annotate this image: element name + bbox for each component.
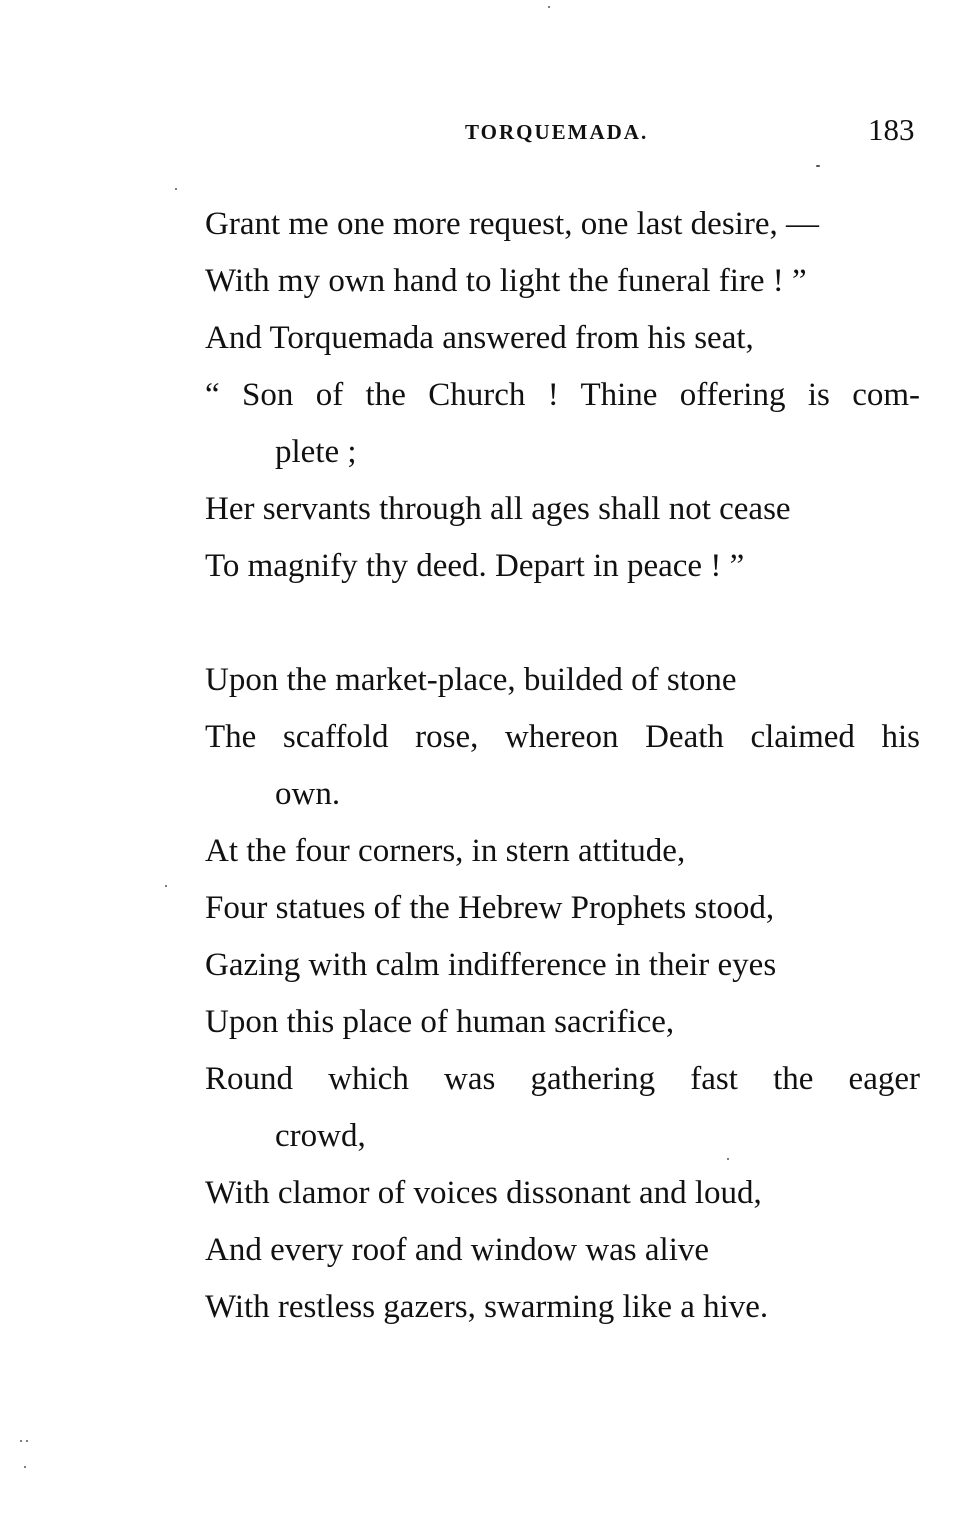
page-number: 183 <box>868 112 915 147</box>
poem-line: Upon this place of human sacrifice, <box>205 1004 675 1040</box>
scan-speck <box>548 6 550 8</box>
poem-line: Upon the market-place, builded of stone <box>205 662 737 698</box>
poem-line: Four statues of the Hebrew Prophets stood, <box>205 890 775 926</box>
poem-text <box>205 196 920 1336</box>
stanza <box>205 196 920 595</box>
poem-line: And Torquemada answered from his seat, <box>205 320 754 356</box>
poem-line: And every roof and window was alive <box>205 1232 710 1268</box>
poem-line-continuation: crowd, <box>275 1118 366 1154</box>
scan-speck <box>165 885 167 887</box>
poem-line-continuation: plete ; <box>275 434 357 470</box>
stanza-break <box>205 595 920 652</box>
scan-speck <box>26 1440 28 1442</box>
scan-speck <box>727 1158 729 1160</box>
poem-line: With restless gazers, swarming like a hive. <box>205 1289 769 1325</box>
poem-line: Grant me one more request, one last desire, — <box>205 206 819 242</box>
scan-speck <box>175 188 177 190</box>
poem-line: With clamor of voices dissonant and loud, <box>205 1175 762 1211</box>
poem-line: The scaffold rose, whereon Death claimed his <box>205 719 920 755</box>
scan-speck <box>816 165 820 167</box>
poem-line: Round which was gathering fast the eager <box>205 1061 920 1097</box>
poem-line: Her servants through all ages shall not cease <box>205 491 791 527</box>
poem-line: To magnify thy deed. Depart in peace ! ” <box>205 548 745 584</box>
poem-line: Gazing with calm indifference in their eyes <box>205 947 777 983</box>
poem-line: With my own hand to light the funeral fire ! ” <box>205 263 807 299</box>
scan-speck <box>20 1440 22 1442</box>
running-head <box>0 112 980 152</box>
running-title: TORQUEMADA. <box>465 120 649 144</box>
poem-line: At the four corners, in stern attitude, <box>205 833 686 869</box>
stanza <box>205 652 920 1336</box>
poem-line-continuation: own. <box>275 776 341 812</box>
poem-line: “ Son of the Church ! Thine offering is com- <box>205 377 920 413</box>
scan-speck <box>24 1466 26 1468</box>
